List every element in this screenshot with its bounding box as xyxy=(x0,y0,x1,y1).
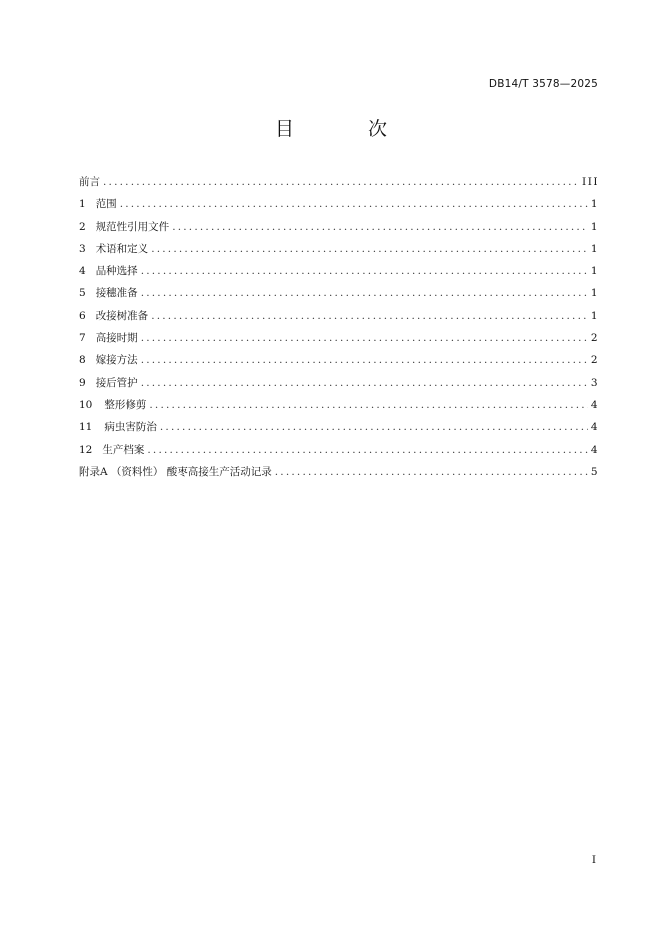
toc-entry-page: 4 xyxy=(590,421,599,434)
page-number: I xyxy=(591,854,597,866)
toc-entry-number: 7 xyxy=(79,332,86,345)
table-of-contents xyxy=(79,175,599,487)
toc-entry-number: 4 xyxy=(79,265,86,278)
toc-entry-page: 4 xyxy=(590,398,599,411)
toc-leader-dots xyxy=(151,242,588,256)
toc-leader-dots xyxy=(172,220,588,234)
toc-entry-page: 3 xyxy=(590,376,599,389)
toc-entry-number: 10 xyxy=(79,398,93,411)
toc-entry-label: 范围 xyxy=(95,198,117,211)
toc-leader-dots xyxy=(147,443,587,457)
page-title: 目 次 xyxy=(274,118,422,140)
toc-entry-page: 2 xyxy=(590,332,599,345)
toc-entry-label: 接后管护 xyxy=(95,376,138,389)
toc-leader-dots xyxy=(103,175,579,189)
toc-leader-dots xyxy=(141,331,588,345)
toc-entry-foreword[interactable] xyxy=(79,175,599,197)
toc-leader-dots xyxy=(141,353,588,367)
toc-entry-number: 12 xyxy=(79,443,93,456)
toc-entry-label: 术语和定义 xyxy=(95,242,149,255)
toc-entry-page: 1 xyxy=(590,287,599,300)
toc-entry-label: 规范性引用文件 xyxy=(95,220,170,233)
toc-leader-dots xyxy=(160,420,588,434)
toc-entry-grafting-period[interactable] xyxy=(79,331,599,353)
document-code: DB14/T 3578—2025 xyxy=(488,78,598,90)
toc-entry-post-grafting-care[interactable] xyxy=(79,376,599,398)
toc-entry-grafting-method[interactable] xyxy=(79,353,599,375)
toc-entry-label: 病虫害防治 xyxy=(104,421,157,434)
toc-entry-pest-control[interactable] xyxy=(79,420,599,442)
toc-leader-dots xyxy=(141,286,588,300)
toc-entry-label: 接穗准备 xyxy=(95,287,138,300)
toc-entry-scope[interactable] xyxy=(79,197,599,219)
toc-entry-label: 嫁接方法 xyxy=(95,354,138,367)
toc-entry-number: 6 xyxy=(79,309,86,322)
toc-leader-dots xyxy=(141,264,588,278)
toc-entry-page: 1 xyxy=(590,198,599,211)
toc-entry-variety-selection[interactable] xyxy=(79,264,599,286)
toc-entry-number: 3 xyxy=(79,242,86,255)
toc-leader-dots xyxy=(149,398,587,412)
toc-entry-label: 生产档案 xyxy=(102,443,145,456)
toc-entry-label: 品种选择 xyxy=(95,265,138,278)
toc-leader-dots xyxy=(120,197,588,211)
toc-entry-page: 1 xyxy=(590,220,599,233)
toc-entry-number: 11 xyxy=(79,421,93,434)
toc-entry-label: 整形修剪 xyxy=(104,398,147,411)
toc-entry-terms[interactable] xyxy=(79,242,599,264)
toc-entry-pruning[interactable] xyxy=(79,398,599,420)
toc-entry-page: 5 xyxy=(590,465,599,478)
toc-entry-label: 改接树准备 xyxy=(95,309,149,322)
toc-entry-appendix-a[interactable] xyxy=(79,465,599,487)
toc-leader-dots xyxy=(141,376,588,390)
toc-entry-page: 1 xyxy=(590,242,599,255)
toc-entry-number: 9 xyxy=(79,376,86,389)
toc-entry-page: III xyxy=(582,176,599,188)
toc-entry-page: 1 xyxy=(590,309,599,322)
toc-entry-page: 1 xyxy=(590,265,599,278)
toc-entry-number: 8 xyxy=(79,354,86,367)
toc-entry-label: 高接时期 xyxy=(95,332,138,345)
toc-leader-dots xyxy=(275,465,588,479)
toc-entry-label: 前言 xyxy=(79,176,100,188)
toc-entry-label: 附录A （资料性） 酸枣高接生产活动记录 xyxy=(79,465,272,478)
toc-entry-number: 2 xyxy=(79,220,86,233)
toc-entry-page: 2 xyxy=(590,354,599,367)
toc-entry-rootstock-preparation[interactable] xyxy=(79,309,599,331)
toc-entry-production-records[interactable] xyxy=(79,443,599,465)
toc-entry-normative-references[interactable] xyxy=(79,220,599,242)
toc-entry-page: 4 xyxy=(590,443,599,456)
toc-entry-number: 1 xyxy=(79,198,86,211)
toc-entry-scion-preparation[interactable] xyxy=(79,286,599,308)
toc-entry-number: 5 xyxy=(79,287,86,300)
toc-leader-dots xyxy=(151,309,588,323)
